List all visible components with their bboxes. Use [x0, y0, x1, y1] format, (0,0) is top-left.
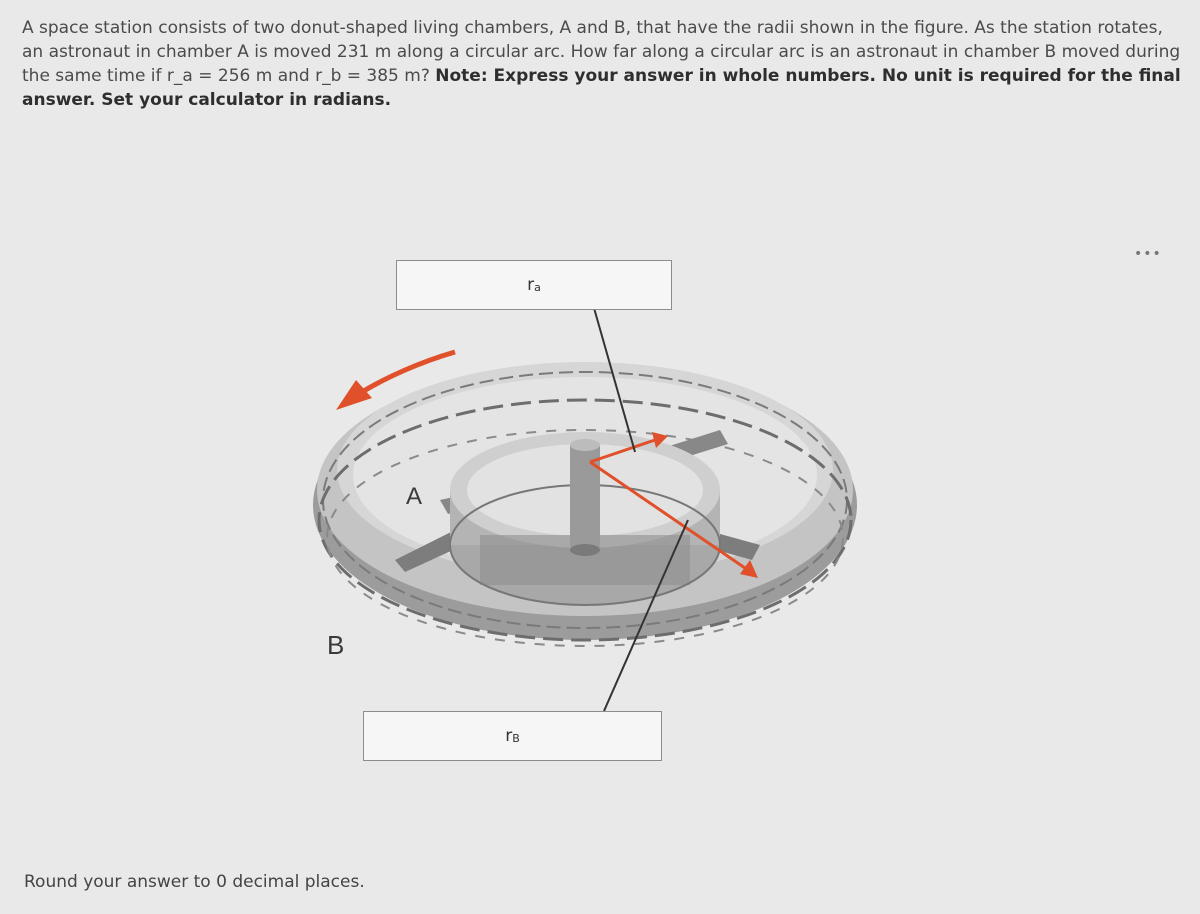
- radius-a-label-box: [396, 260, 672, 310]
- chamber-b-label: B: [327, 630, 345, 660]
- chamber-a-label: A: [406, 483, 423, 510]
- radius-b-symbol: r: [505, 726, 513, 746]
- radius-b-label-box: [363, 711, 662, 761]
- question-note: Note: Express your answer in whole numbers. No unit is required for the final answer. Set your calculator in radians.: [22, 66, 1181, 110]
- more-options-icon[interactable]: •••: [1134, 246, 1162, 262]
- radius-a-subscript: a: [534, 280, 541, 294]
- radius-b-subscript: B: [512, 731, 520, 745]
- radius-a-symbol: r: [527, 275, 535, 295]
- rounding-instruction: Round your answer to 0 decimal places.: [24, 872, 365, 892]
- hub: [570, 439, 600, 556]
- question-body: A space station consists of two donut-shaped living chambers, A and B, that have the radii shown in the figure. As the station rotates, an astronaut in chamber A is moved 231 m along a circular arc. How far along a circular arc is an astronaut in chamber B moved during the same time if r_a = 256 m and r_b = 385 m?: [22, 18, 1181, 86]
